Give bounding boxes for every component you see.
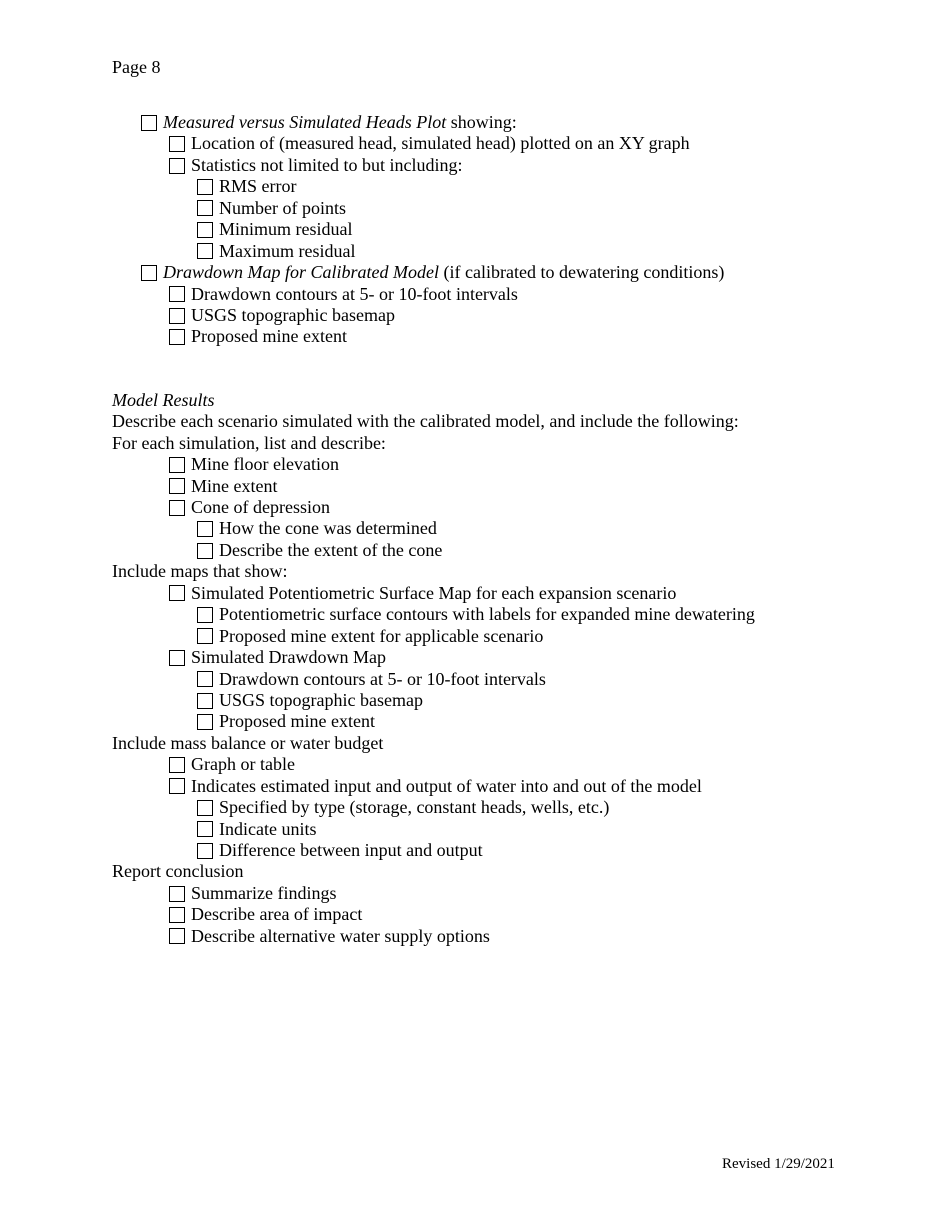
item-label-text: Proposed mine extent for applicable scenario (219, 625, 544, 646)
item-label (112, 733, 383, 754)
item-label (191, 497, 330, 518)
item-label (112, 411, 739, 432)
checklist-item[interactable] (112, 754, 912, 775)
checkbox[interactable] (197, 821, 213, 837)
section-text (112, 433, 912, 454)
item-label (163, 262, 724, 283)
item-label-text: Simulated Potentiometric Surface Map for each expansion scenario (191, 582, 677, 603)
item-label (191, 754, 295, 775)
item-label-text: Summarize findings (191, 882, 337, 903)
item-label-text: Mine floor elevation (191, 454, 339, 475)
checkbox[interactable] (169, 585, 185, 601)
checklist-content (112, 112, 912, 947)
checklist-item[interactable] (112, 454, 912, 475)
checklist-item[interactable] (112, 840, 912, 861)
checklist-item[interactable] (112, 669, 912, 690)
item-label (191, 476, 277, 497)
item-label (219, 711, 375, 732)
checkbox[interactable] (197, 800, 213, 816)
item-label-text: Indicates estimated input and output of water into and out of the model (191, 775, 702, 796)
item-label-text: Proposed mine extent (219, 711, 375, 732)
section-calibration-checklist (112, 112, 912, 348)
item-label (191, 904, 362, 925)
checkbox[interactable] (197, 179, 213, 195)
item-label (219, 840, 483, 861)
item-label-text: Drawdown contours at 5- or 10-foot intervals (219, 668, 546, 689)
checklist-item[interactable] (112, 776, 912, 797)
item-label-text: RMS error (219, 176, 297, 197)
item-label-italic: Measured versus Simulated Heads Plot (163, 112, 447, 132)
checkbox[interactable] (169, 457, 185, 473)
checkbox[interactable] (197, 693, 213, 709)
revision-footer: Revised 1/29/2021 (722, 1156, 835, 1172)
checkbox[interactable] (169, 158, 185, 174)
section-text (112, 861, 912, 882)
checklist-item[interactable] (112, 647, 912, 668)
item-label-text: Minimum residual (219, 219, 353, 240)
checklist-item[interactable] (112, 518, 912, 539)
checkbox[interactable] (169, 650, 185, 666)
item-label (191, 583, 676, 604)
checkbox[interactable] (169, 886, 185, 902)
checkbox[interactable] (169, 778, 185, 794)
item-label-text: How the cone was determined (219, 518, 437, 539)
item-label-text: Mine extent (191, 475, 278, 496)
item-label (191, 926, 490, 947)
checkbox[interactable] (169, 308, 185, 324)
item-label-text: Describe the extent of the cone (219, 539, 443, 560)
item-label (112, 861, 243, 882)
checkbox[interactable] (197, 543, 213, 559)
item-label (219, 540, 442, 561)
checklist-item[interactable] (112, 112, 912, 133)
item-label (219, 690, 423, 711)
checklist-item[interactable] (112, 583, 912, 604)
item-label (219, 797, 609, 818)
checkbox[interactable] (169, 757, 185, 773)
item-label (219, 604, 755, 625)
item-label-italic: Model Results (112, 389, 215, 410)
checklist-item[interactable] (112, 326, 912, 347)
checklist-item[interactable] (112, 176, 912, 197)
item-label-text: Indicate units (219, 818, 317, 839)
section-text (112, 561, 912, 582)
checklist-item[interactable] (112, 305, 912, 326)
item-label (112, 433, 386, 454)
item-label-text: Location of (measured head, simulated head) plotted on an XY graph (191, 133, 690, 154)
checkbox[interactable] (197, 671, 213, 687)
item-label-text: Cone of depression (191, 497, 330, 517)
checklist-item[interactable] (112, 626, 912, 647)
checkbox[interactable] (169, 500, 185, 516)
checkbox[interactable] (169, 907, 185, 923)
checklist-item[interactable] (112, 540, 912, 561)
checkbox[interactable] (169, 329, 185, 345)
item-label (112, 390, 214, 411)
checklist-item[interactable] (112, 219, 912, 240)
item-label (191, 155, 463, 176)
checkbox[interactable] (197, 521, 213, 537)
item-label (219, 176, 297, 197)
item-label (191, 133, 690, 154)
item-label-text: Describe alternative water supply options (191, 925, 490, 946)
item-label-text: (if calibrated to dewatering conditions) (439, 262, 725, 283)
checkbox[interactable] (197, 843, 213, 859)
checklist-item[interactable] (112, 497, 912, 518)
item-label-text: Include maps that show: (112, 561, 288, 582)
item-label (191, 647, 386, 668)
item-label-text: Describe each scenario simulated with the calibrated model, and include the following: (112, 411, 739, 432)
item-label-text: Potentiometric surface contours with labels for expanded mine dewatering (219, 604, 755, 625)
item-label (219, 626, 543, 647)
checkbox[interactable] (141, 265, 157, 281)
checkbox[interactable] (169, 928, 185, 944)
item-label (191, 883, 336, 904)
item-label-text: For each simulation, list and describe: (112, 432, 386, 453)
section-text (112, 411, 912, 432)
checkbox[interactable] (197, 243, 213, 259)
checklist-item[interactable] (112, 926, 912, 947)
section-text (112, 390, 912, 411)
checklist-item[interactable] (112, 711, 912, 732)
item-label-text: Report conclusion (112, 861, 244, 882)
item-label (163, 112, 517, 133)
checkbox[interactable] (197, 607, 213, 623)
checkbox[interactable] (197, 222, 213, 238)
checklist-item[interactable] (112, 155, 912, 176)
checkbox[interactable] (169, 286, 185, 302)
checklist-item[interactable] (112, 883, 912, 904)
checkbox[interactable] (197, 628, 213, 644)
checklist-item[interactable] (112, 284, 912, 305)
item-label (191, 454, 339, 475)
item-label (219, 669, 546, 690)
checklist-item[interactable] (112, 819, 912, 840)
item-label-text: Difference between input and output (219, 840, 483, 860)
item-label (219, 241, 355, 262)
page-number: Page 8 (112, 57, 161, 77)
item-label (191, 284, 518, 305)
item-label-italic: Drawdown Map for Calibrated Model (163, 262, 440, 283)
item-label-text: USGS topographic basemap (219, 689, 423, 710)
item-label-text: Include mass balance or water budget (112, 732, 384, 753)
section-gap (112, 348, 912, 390)
checklist-item[interactable] (112, 476, 912, 497)
item-label-text: Describe area of impact (191, 904, 363, 925)
section-text (112, 733, 912, 754)
item-label-text: Simulated Drawdown Map (191, 647, 386, 668)
checkbox[interactable] (197, 714, 213, 730)
item-label (219, 198, 346, 219)
item-label-text: Graph or table (191, 754, 295, 775)
checklist-item[interactable] (112, 262, 912, 283)
item-label-text: Proposed mine extent (191, 326, 347, 347)
item-label (191, 305, 395, 326)
item-label (191, 776, 702, 797)
checklist-item[interactable] (112, 241, 912, 262)
checklist-item[interactable] (112, 904, 912, 925)
checklist-item[interactable] (112, 604, 912, 625)
item-label-text: Statistics not limited to but including: (191, 154, 463, 175)
item-label-text: Number of points (219, 197, 346, 218)
item-label (112, 561, 287, 582)
item-label (191, 326, 347, 347)
checklist-item[interactable] (112, 133, 912, 154)
checklist-item[interactable] (112, 198, 912, 219)
checklist-item[interactable] (112, 690, 912, 711)
checkbox[interactable] (169, 478, 185, 494)
checkbox[interactable] (169, 136, 185, 152)
item-label (219, 518, 437, 539)
item-label-text: Drawdown contours at 5- or 10-foot intervals (191, 283, 518, 304)
checklist-item[interactable] (112, 797, 912, 818)
item-label (219, 219, 353, 240)
item-label (219, 819, 316, 840)
item-label-text: Maximum residual (219, 240, 356, 261)
item-label-text: USGS topographic basemap (191, 304, 395, 325)
section-model-results (112, 390, 912, 947)
item-label-text: showing: (446, 112, 517, 132)
checkbox[interactable] (141, 115, 157, 131)
checkbox[interactable] (197, 200, 213, 216)
item-label-text: Specified by type (storage, constant heads, wells, etc.) (219, 797, 610, 818)
